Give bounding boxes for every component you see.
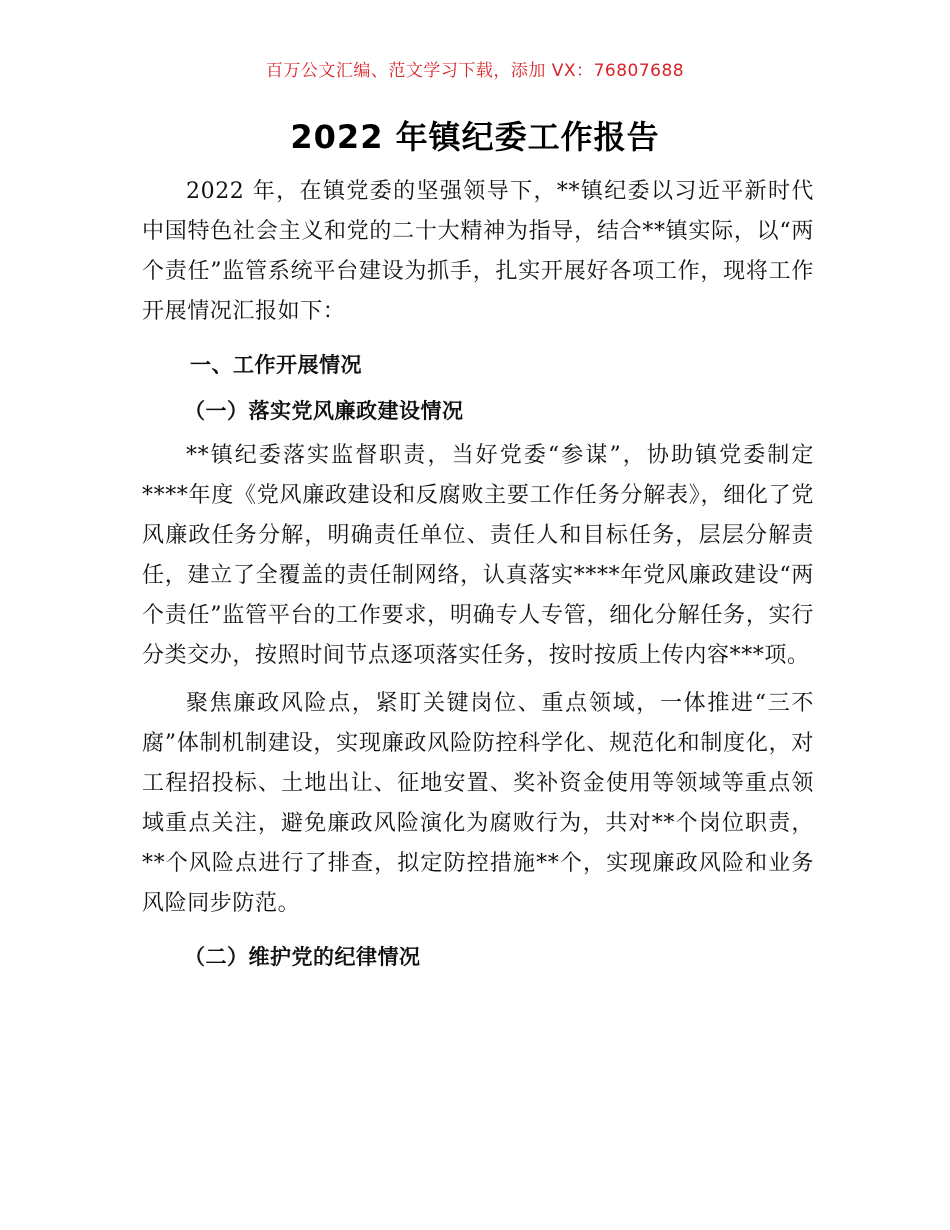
- subsection-heading-2: （二）维护党的纪律情况: [184, 945, 421, 969]
- body-paragraph: 聚焦廉政风险点，紧盯关键岗位、重点领域，一体推进“三不腐”体制机制建设，实现廉政风险防控科学化、规范化和制度化，对工程招投标、土地出让、征地安置、奖补资金使用等领域等重点领域重点关注，避免廉政风险演化为腐败行为，共对**个岗位职责，**个风险点进行了排查，拟定防控措施**个，实现廉政风险和业务风险同步防范。: [142, 691, 814, 916]
- section-heading-1: 一、工作开展情况: [190, 353, 362, 377]
- document-body: [142, 172, 814, 978]
- intro-paragraph: 2022 年，在镇党委的坚强领导下，**镇纪委以习近平新时代中国特色社会主义和党的二十大精神为指导，结合**镇实际，以“两个责任”监管系统平台建设为抓手，扎实开展好各项工作，现将工作开展情况汇报如下：: [142, 179, 814, 324]
- body-paragraph: **镇纪委落实监督职责，当好党委“参谋”，协助镇党委制定****年度《党风廉政建设和反腐败主要工作任务分解表》，细化了党风廉政任务分解，明确责任单位、责任人和目标任务，层层分解责任，建立了全覆盖的责任制网络，认真落实****年党风廉政建设“两个责任”监管平台的工作要求，明确专人专管，细化分解任务，实行分类交办，按照时间节点逐项落实任务，按时按质上传内容***项。: [142, 443, 814, 668]
- page-title: 2022 年镇纪委工作报告: [290, 118, 660, 156]
- header-contact-note: 百万公文汇编、范文学习下载，添加 VX：76807688: [265, 61, 685, 81]
- subsection-heading-1: （一）落实党风廉政建设情况: [184, 399, 464, 423]
